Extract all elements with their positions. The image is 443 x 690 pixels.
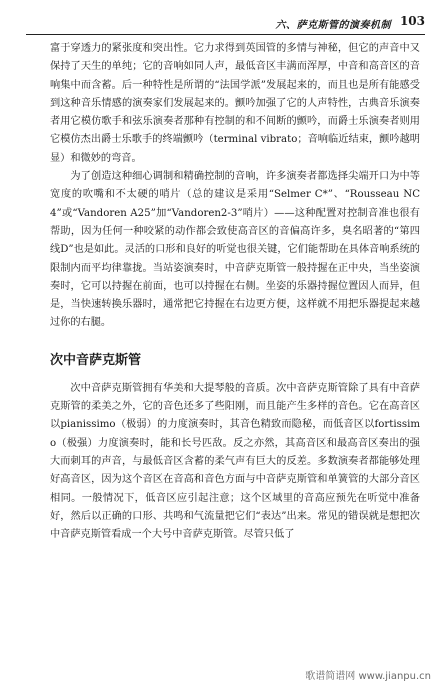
running-header <box>26 14 425 35</box>
section-heading: 次中音萨克斯管 <box>50 352 142 368</box>
page-number: 103 <box>399 14 425 28</box>
site-watermark: 歌谱简谱网 www.jianpu.cn <box>305 671 431 682</box>
body-paragraph: 富于穿透力的紧张度和突出性。它力求得到英国管的多情与神秘，但它的声音中又保持了天生的单纯；它的音响如同人声，最低音区丰满而浑厚，中音和高音区的音响集中而含蓄。后一种特性是所谓的“法国学派”发展起来的，而且也是所有能感受到这种音乐情感的演奏家们发展起来的。颤吟加强了它的人声特性，古典音乐演奏者用它模仿歌手和弦乐演奏者那种有控制的和不间断的颤吟，而爵士乐演奏者则用它模仿杰出爵士乐歌手的终端颤吟（terminal vibrato；音响临近结束，颤吟越明显）和微妙的弯音。 <box>50 43 420 164</box>
page-body <box>50 40 420 544</box>
body-paragraph: 为了创造这种细心调制和精确控制的音响，许多演奏者都选择尖端开口为中等宽度的吹嘴和不太硬的哨片（总的建议是采用“Selmer C*”、“Rousseau NC4”或“Vandoren A25”加“Vandoren2-3”哨片）——这种配置对控制音准也很有帮助，因为任何一种咬紧的动作都会致使高音区的音偏高许多，臭名昭著的“第四线D”也是如此。灵活的口形和良好的听觉也很关键，它们能帮助在具体音响系统的限制内而平均律靠拢。当站姿演奏时，中音萨克斯管一般持握在正中央，当坐姿演奏时，它可以持握在前面，也可以持握在右侧。坐姿的乐器持握位置因人而异，但是，当快速转换乐器时，通常把它持握在右边更方便，这样就不用把乐器提起来越过你的右腿。 <box>50 171 420 329</box>
chapter-title: 六、萨克斯管的演奏机制 <box>275 20 391 31</box>
body-paragraph: 次中音萨克斯管拥有华美和大提琴般的音质。次中音萨克斯管除了具有中音萨克斯管的柔美之外，它的音色还多了些阳刚，而且能产生多样的音色。它在高音区以pianissimo（极弱）的力度演奏时，其音色精致而隐秘，而低音区以fortissimo（极强）力度演奏时，能和长号匹敌。反之亦然，其高音区和最高音区奏出的强大而刺耳的声音，与最低音区含蓄的柔气声有巨大的反差。多数演奏者都能够处理好高音区，因为这个音区在音高和音色方面与中音萨克斯管和单簧管的大部分音区相同。一般情况下，低音区应引起注意；这个区域里的音高应预先在听觉中准备好，然后以正确的口形、共鸣和气流量把它们“表达”出来。常见的错误就是想把次中音萨克斯管看成一个大号中音萨克斯管。尽管只低了 <box>50 382 420 541</box>
